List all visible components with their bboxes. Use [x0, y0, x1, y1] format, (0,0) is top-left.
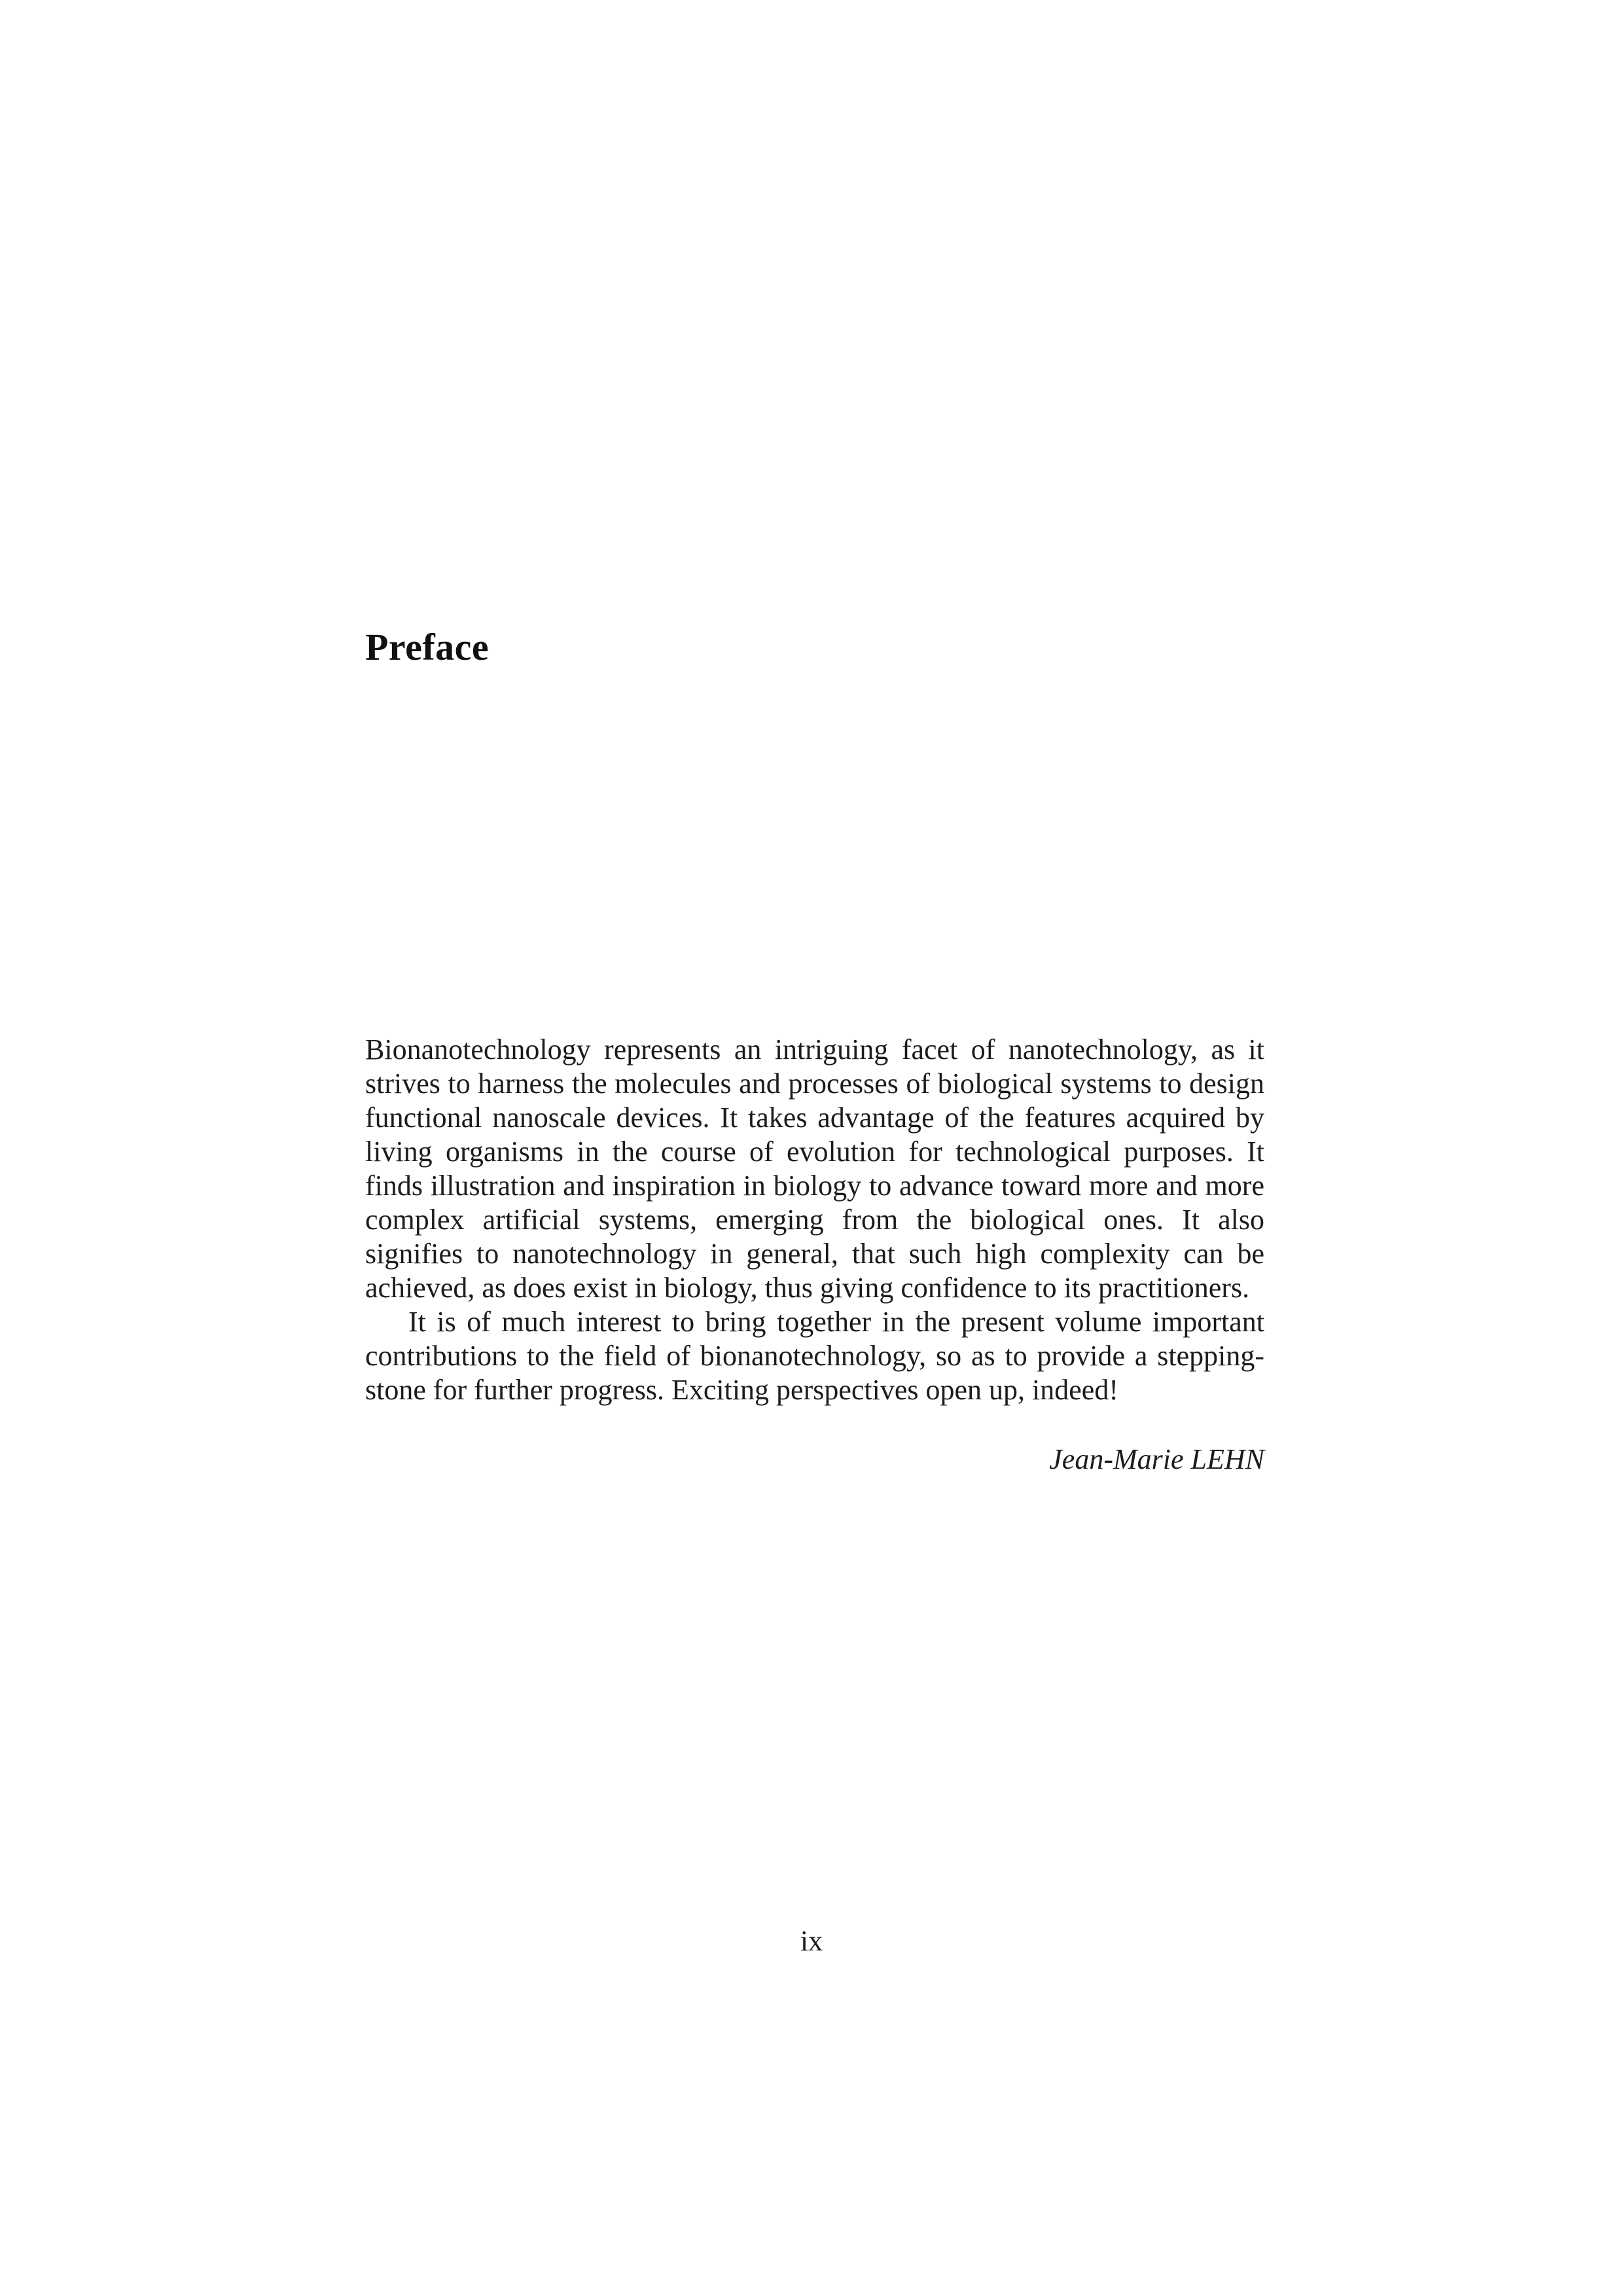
paragraph-2: It is of much interest to bring together in the present volume important contributions to the field of bionanotechnology, so as to provide a stepping-stone for further progress. Exciting perspectives open up, indeed! — [365, 1306, 1264, 1406]
paragraph-1: Bionanotechnology represents an intriguing facet of nanotechnology, as it strives to harness the molecules and processes of biological systems to design functional nanoscale devices. It takes advantage of the features acquired by living organisms in the course of evolution for technological purposes. It finds illustration and inspiration in biology to advance toward more and more complex artificial systems, emerging from the biological ones. It also signifies to nanotechnology in general, that such high complexity can be achieved, as does exist in biology, thus giving confidence to its practitioners. — [365, 1033, 1264, 1304]
preface-body — [365, 1033, 1264, 1407]
author-signature: Jean-Marie LEHN — [1049, 1443, 1264, 1475]
page-title: Preface — [365, 626, 490, 668]
page-number: ix — [800, 1925, 823, 1957]
